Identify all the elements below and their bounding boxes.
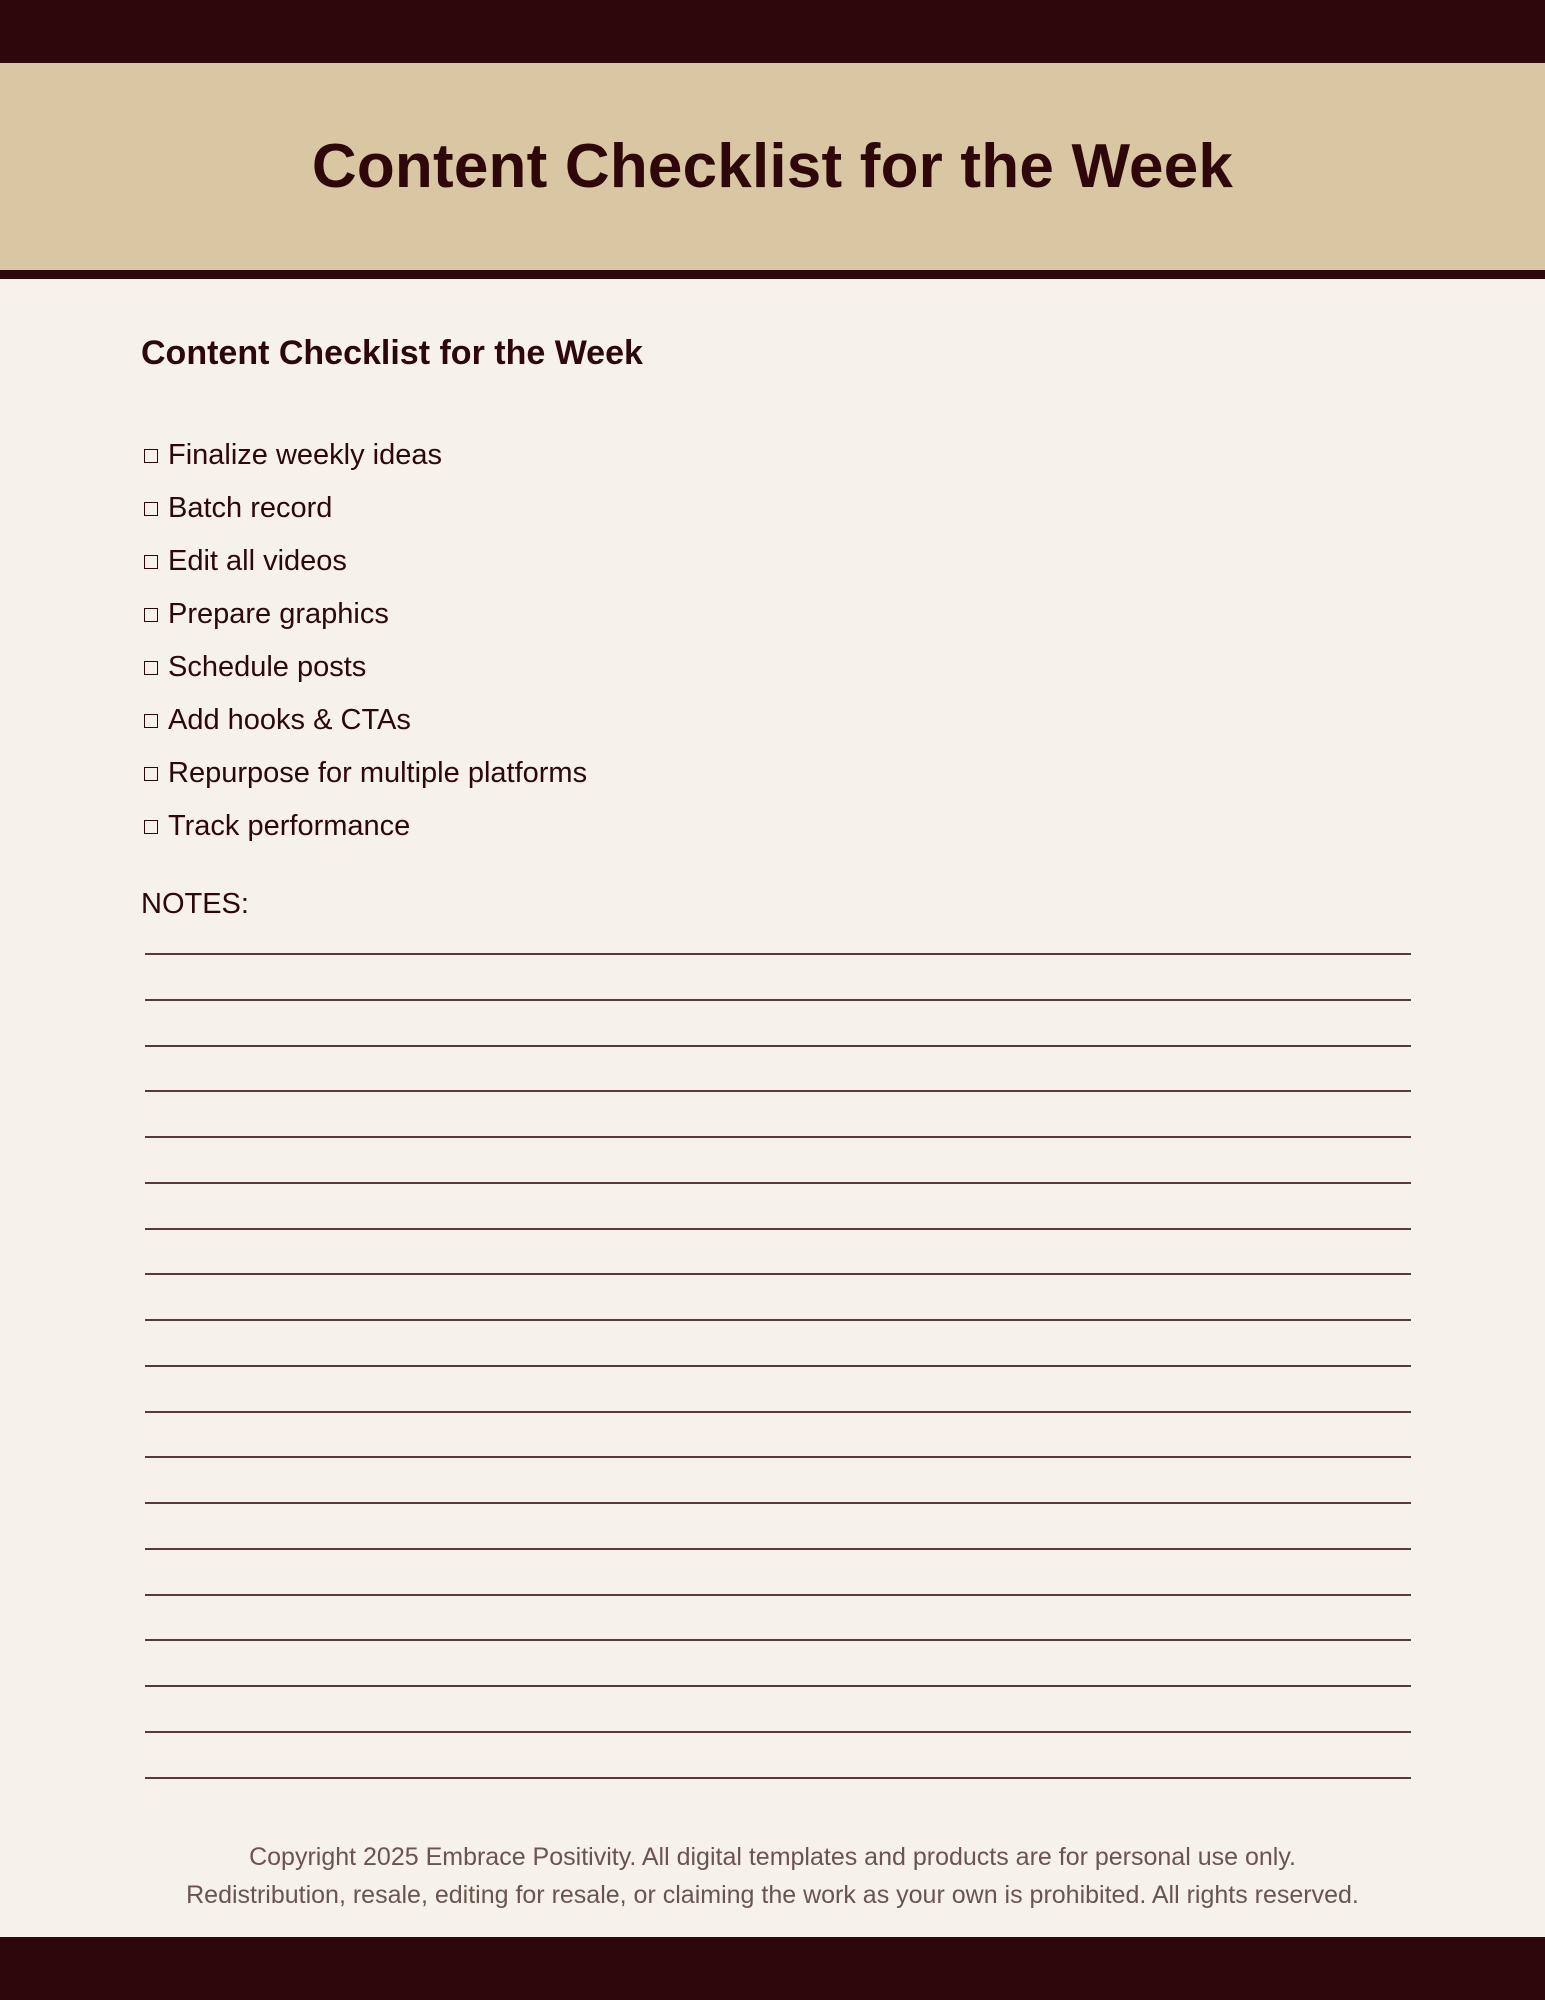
copyright-line-1: Copyright 2025 Embrace Positivity. All digital templates and products are for personal use only. <box>249 1843 1296 1871</box>
checklist-item-label: Finalize weekly ideas <box>168 439 443 471</box>
page-title: Content Checklist for the Week <box>311 132 1234 201</box>
checklist-item-label: Edit all videos <box>168 545 347 577</box>
note-line <box>145 1136 1411 1182</box>
checkbox-icon[interactable] <box>144 767 158 781</box>
note-line <box>145 1685 1411 1731</box>
checkbox-icon[interactable] <box>144 714 158 728</box>
checklist-item[interactable] <box>141 800 587 853</box>
checklist-item[interactable] <box>141 482 587 535</box>
bottom-bar <box>0 1937 1545 2000</box>
note-line <box>145 953 1411 999</box>
checkbox-icon[interactable] <box>144 449 158 463</box>
checkbox-icon[interactable] <box>144 502 158 516</box>
checklist-title: Content Checklist for the Week <box>141 334 643 372</box>
checklist-item-label: Add hooks & CTAs <box>168 704 411 736</box>
header-divider <box>0 270 1545 279</box>
checkbox-icon[interactable] <box>144 608 158 622</box>
note-line <box>145 1731 1411 1777</box>
checklist-item[interactable] <box>141 535 587 588</box>
checklist-item[interactable] <box>141 694 587 747</box>
checkbox-icon[interactable] <box>144 555 158 569</box>
note-line <box>145 1319 1411 1365</box>
note-line <box>145 1045 1411 1091</box>
checklist-item-label: Schedule posts <box>168 651 367 683</box>
note-line <box>145 999 1411 1045</box>
note-line <box>145 1777 1411 1823</box>
checklist-item[interactable] <box>141 747 587 800</box>
note-line <box>145 1639 1411 1685</box>
copyright-line-2: Redistribution, resale, editing for resale, or claiming the work as your own is prohibited. All rights reserved. <box>186 1881 1359 1909</box>
checklist-item[interactable] <box>141 429 587 482</box>
checklist-item[interactable] <box>141 641 587 694</box>
notes-label: NOTES: <box>141 888 249 920</box>
checklist-item-label: Prepare graphics <box>168 598 389 630</box>
note-line <box>145 1365 1411 1411</box>
header-band <box>0 63 1545 270</box>
checklist-item-label: Batch record <box>168 492 333 524</box>
checkbox-icon[interactable] <box>144 661 158 675</box>
note-line <box>145 1228 1411 1274</box>
checklist-item-label: Repurpose for multiple platforms <box>168 757 588 789</box>
checklist <box>141 429 587 853</box>
checklist-item-label: Track performance <box>168 810 411 842</box>
note-line <box>145 1548 1411 1594</box>
checkbox-icon[interactable] <box>144 820 158 834</box>
note-line <box>145 1594 1411 1640</box>
top-bar <box>0 0 1545 63</box>
note-line <box>145 1502 1411 1548</box>
note-line <box>145 1273 1411 1319</box>
notes-area[interactable] <box>145 953 1411 1822</box>
note-line <box>145 1411 1411 1457</box>
note-line <box>145 1456 1411 1502</box>
copyright-footer <box>0 1838 1545 1914</box>
note-line <box>145 1182 1411 1228</box>
note-line <box>145 1090 1411 1136</box>
main-content <box>141 330 1411 920</box>
checklist-item[interactable] <box>141 588 587 641</box>
